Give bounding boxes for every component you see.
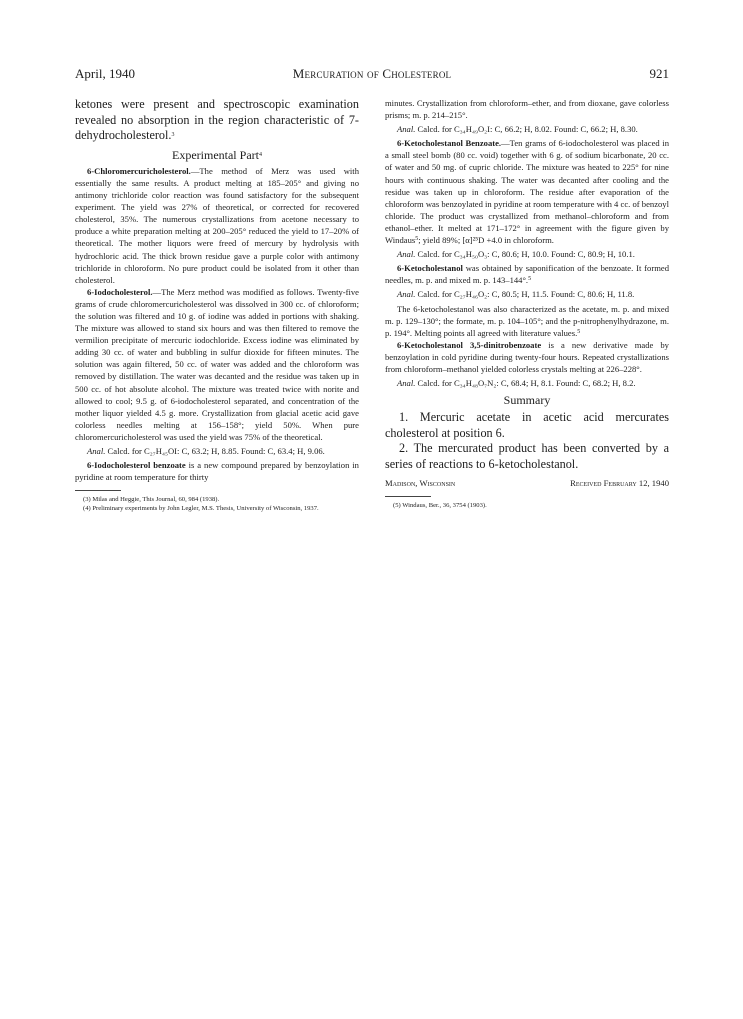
analysis-line: Anal. Calcd. for C₂₇H₄₆O₂: C, 80.5; H, 11.5. Found: C, 80.6; H, 11.8. (397, 289, 635, 300)
summary-item-2: 2. The mercurated product has been converted by a series of reactions to 6-ketocholestanol. (385, 441, 669, 472)
paragraph-chloromercuricholesterol: 6-Chloromercuricholesterol.—The method of Merz was used with essentially the same results. A product melting at 185–205° and giving no antimony trichloride color reaction was found satisfactory for the subsequent experiment. The yield was 27% of theoretical, or corrected for recovered cholesterol, 35%. The numerous crystallizations from acetone necessary to produce a white preparation melting at 200–205° reduced the yield to 17–20% of theoretical. The mother liquors were freed of mercury by hydrolysis with hydrochloric acid. The thick brown residue gave a purple color with antimony trichloride in chloroform. No pure product could be isolated from it other than cholesterol. (75, 165, 359, 285)
compound-title: 6-Ketocholestanol Benzoate. (397, 138, 502, 149)
analysis-line: Anal. Calcd. for C₂₇H₄₅OI: C, 63.2; H, 8.85. Found: C, 63.4; H, 9.06. (87, 446, 325, 457)
analysis-line: Anal. Calcd. for C₃₄H₅₀O₃: C, 80.6; H, 10.0. Found: C, 80.9; H, 10.1. (397, 249, 635, 260)
paragraph-iodocholesterol: 6-Iodocholesterol.—The Merz method was modified as follows. Twenty-five grams of crude chloromercuricholesterol was dissolved in 300 cc. of chloroform; the solution was filtered and 10 g. of iodine was added in portions with shaking. The mixture was allowed to stand six hours and was then filtered to remove the vermilion precipitate of mercuric iodochloride. Excess iodine was eliminated by adding 30 cc. of water and bubbling in sulfur dioxide for fifteen minutes. The solution was again filtered, 50 cc. of water was added and the chloroform was removed by distillation. The water was decanted and the residue was taken up in 500 cc. of hot absolute alcohol. The mixture was treated twice with norite and allowed to cool; 9.5 g. of 6-iodocholesterol separated, and concentration of the mother liquor yielded 4.5 g. more. Crystallization from glacial acetic acid gave colorless needles melting at 156–158°; yield 50%. When pure chloromercuricholesterol was used the yield was 75% of the theoretical. (75, 286, 359, 442)
article-running-title: Mercuration of Cholesterol (292, 66, 452, 81)
footnote-rule (385, 496, 431, 497)
signature-line (385, 477, 669, 489)
paragraph-ketocholestanol-benzoate: 6-Ketocholestanol Benzoate.—Ten grams of 6-iodocholesterol was placed in a small steel bomb (80 cc. void) together with 6 g. of sodium bicarbonate, 20 cc. of water and 50 mg. of cupric chloride. The mixture was heated to 225° for nine hours with continuous shaking. The water was decanted after cooling and the residue was taken up in chloroform. The residue after evaporation of the chloroform was benzoylated in pyridine at room temperature with 4 cc. of benzoyl chloride. The product was crystallized from methanol–chloroform and from ethanol–ether. It melted at 171–172° in agreement with the figure given by Windaus$^5$; yield 89%; [α]²⁵D +4.0 in chloroform. (385, 138, 669, 246)
compound-title: 6-Ketocholestanol 3,5-dinitrobenzoate (397, 339, 542, 350)
running-head (75, 66, 669, 84)
footnote-3: (3) Milas and Heggie, This Journal, 60, 984 (1938). (83, 496, 220, 504)
section-heading-experimental: Experimental Part$^4$ (172, 147, 262, 162)
paragraph-dinitrobenzoate: 6-Ketocholestanol 3,5-dinitrobenzoate is a new derivative made by benzoylation in cold pyridine during twenty-four hours. Repeated crystallizations from chloroform–methanol yielded colorless crystals melting at 226–228°. (385, 339, 669, 374)
footnote-ref: 5 (528, 276, 532, 283)
paragraph-derivatives: The 6-ketocholestanol was also characterized as the acetate, m. p. and mixed m. p. 129–130°; the formate, m. p. 104–105°; and the p-nitrophenylhydrazone, m. p. 194°. Melting points all agreed with literature values.$^5$ (385, 303, 669, 338)
compound-title: 6-Iodocholesterol benzoate (87, 460, 186, 471)
paragraph-iodocholesterol-benzoate: 6-Iodocholesterol benzoate is a new compound prepared by benzoylation in pyridine at room temperature for thirty (75, 460, 359, 483)
location: Madison, Wisconsin (385, 477, 456, 488)
right-column (385, 97, 669, 510)
page-number: 921 (649, 66, 669, 81)
footnote-4: (4) Preliminary experiments by John Legler, M.S. Thesis, University of Wisconsin, 1937. (83, 505, 319, 513)
footnote-5: (5) Windaus, Ber., 36, 3754 (1903). (393, 501, 487, 509)
compound-title: 6-Chloromercuricholesterol. (87, 165, 191, 176)
issue-date: April, 1940 (75, 66, 135, 81)
intro-paragraph: ketones were present and spectroscopic examination revealed no absorption in the region characteristic of 7-dehydrocholesterol.$^3$ (75, 97, 359, 143)
analysis-line: Anal. Calcd. for C₃₄H₄₉O₂I: C, 66.2; H, 8.02. Found: C, 66.2; H, 8.30. (397, 124, 638, 135)
paragraph-continued: minutes. Crystallization from chloroform–ether, and from dioxane, gave colorless prisms; m. p. 214–215°. (385, 98, 669, 121)
compound-title: 6-Iodocholesterol. (87, 286, 153, 297)
left-column (75, 97, 359, 513)
section-heading-summary: Summary (503, 393, 551, 408)
footnote-rule (75, 490, 121, 491)
compound-title: 6-Ketocholestanol (397, 263, 463, 274)
analysis-line: Anal. Calcd. for C₃₄H₄₈O₇N₂: C, 68.4; H, 8.1. Found: C, 68.2; H, 8.2. (397, 378, 636, 389)
footnote-ref: 5 (577, 328, 581, 335)
footnote-ref: 5 (415, 236, 419, 243)
footnote-ref: 4 (258, 151, 262, 158)
received-date: Received February 12, 1940 (570, 477, 669, 488)
paragraph-ketocholestanol: 6-Ketocholestanol was obtained by saponification of the benzoate. It formed needles, m. p. and mixed m. p. 143–144°.$^5$ (385, 263, 669, 286)
summary-item-1: 1. Mercuric acetate in acetic acid mercurates cholesterol at position 6. (385, 410, 669, 440)
footnote-ref: 3 (171, 132, 175, 139)
